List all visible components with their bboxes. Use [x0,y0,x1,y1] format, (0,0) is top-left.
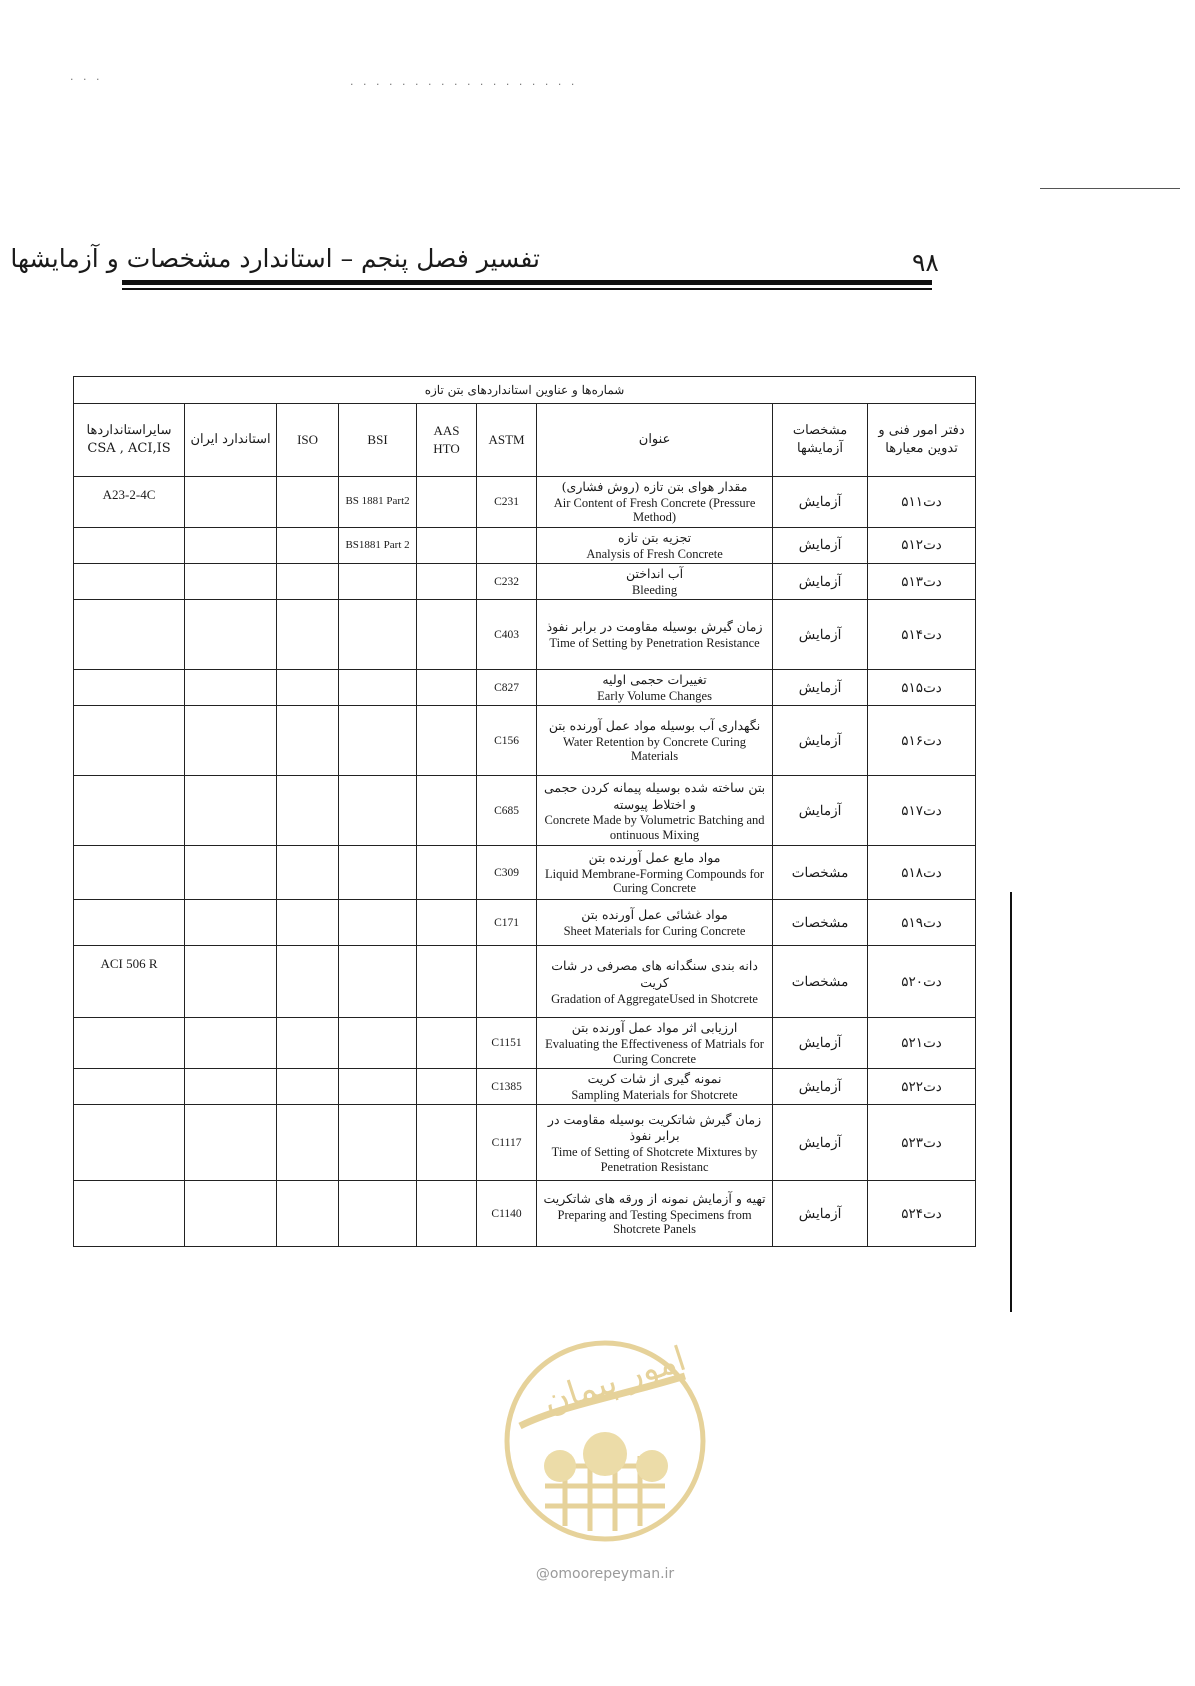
iso-cell [277,776,339,846]
aashto-cell [417,706,477,776]
title-en: Time of Setting of Shotcrete Mixtures by Penetration Resistanc [551,1145,758,1174]
title-en: Air Content of Fresh Concrete (Pressure Method) [553,495,756,525]
col-aashto: AAS HTO [417,404,477,477]
iran-cell [185,1069,277,1105]
title-en: Water Retention by Concrete Curing Materials [563,734,747,764]
col-astm: ASTM [477,404,537,477]
title-cell [537,1018,773,1069]
iran-cell [185,600,277,670]
header-rule-thin [122,288,932,290]
aashto-cell [417,600,477,670]
table-row [74,1105,976,1181]
col-office: دفتر امور فنی و تدوین معیارها [868,404,976,477]
title-en: Early Volume Changes [597,689,712,703]
aashto-cell [417,1069,477,1105]
aashto-cell [417,946,477,1018]
bsi-cell [339,1069,417,1105]
bsi-cell [339,776,417,846]
office-cell: دت۵۱۱ [868,477,976,528]
kind-cell: آزمایش [773,1181,868,1247]
standards-table [73,376,976,1247]
header-rule [122,280,932,285]
title-cell [537,670,773,706]
iso-cell [277,1181,339,1247]
other-cell [74,1018,185,1069]
iso-cell [277,527,339,563]
margin-line [1010,892,1012,1312]
iran-cell [185,776,277,846]
table-caption: شماره‌ها و عناوین استانداردهای بتن تازه [74,377,976,404]
title-fa: تجزیه بتن تازه [617,529,692,545]
aashto-cell [417,477,477,528]
iran-cell [185,563,277,599]
kind-cell: آزمایش [773,600,868,670]
other-cell [74,670,185,706]
bsi-cell [339,900,417,946]
bsi-cell [339,563,417,599]
title-cell [537,776,773,846]
title-fa: نگهداری آب بوسیله مواد عمل آورنده بتن [548,718,761,734]
office-cell: دت۵۲۴ [868,1181,976,1247]
astm-cell: C231 [477,477,537,528]
aashto-cell [417,1018,477,1069]
astm-cell: C309 [477,846,537,900]
iran-cell [185,1181,277,1247]
iran-cell [185,706,277,776]
table-row [74,776,976,846]
kind-cell: مشخصات [773,846,868,900]
seal-logo [500,1336,710,1546]
scan-line [1040,188,1180,189]
table-row [74,670,976,706]
other-cell [74,600,185,670]
other-cell [74,846,185,900]
iran-cell [185,527,277,563]
table-row [74,527,976,563]
title-cell [537,1069,773,1105]
kind-cell: آزمایش [773,563,868,599]
col-title: عنوان [537,404,773,477]
office-cell: دت۵۲۰ [868,946,976,1018]
aashto-cell [417,563,477,599]
iso-cell [277,670,339,706]
astm-cell: C232 [477,563,537,599]
other-cell [74,527,185,563]
iran-cell [185,1105,277,1181]
title-en: Liquid Membrane-Forming Compounds for Curing Concrete [545,866,765,896]
title-en: Concrete Made by Volumetric Batching and ontinuous Mixing [544,813,765,842]
title-cell [537,946,773,1018]
office-cell: دت۵۱۵ [868,670,976,706]
title-en: Bleeding [631,582,678,597]
table-row [74,946,976,1018]
title-fa: آب انداختن [625,565,684,581]
bsi-cell [339,600,417,670]
iso-cell [277,1105,339,1181]
astm-cell: C1151 [477,1018,537,1069]
iran-cell [185,1018,277,1069]
other-cell [74,1069,185,1105]
table-row [74,563,976,599]
other-cell [74,900,185,946]
table-row [74,846,976,900]
iran-cell [185,477,277,528]
iso-cell [277,1018,339,1069]
astm-cell [477,946,537,1018]
iso-cell [277,1069,339,1105]
astm-cell: C685 [477,776,537,846]
aashto-cell [417,900,477,946]
title-en: Time of Setting by Penetration Resistance [549,635,760,650]
kind-cell: آزمایش [773,1105,868,1181]
astm-cell: C827 [477,670,537,706]
title-fa: ارزیابی اثر مواد عمل آورنده بتن [571,1020,738,1036]
table-row [74,1018,976,1069]
aashto-cell [417,1181,477,1247]
iso-cell [277,900,339,946]
office-cell: دت۵۲۲ [868,1069,976,1105]
title-fa: مقدار هوای بتن تازه (روش فشاری) [561,479,748,494]
iso-cell [277,600,339,670]
kind-cell: مشخصات [773,946,868,1018]
title-en: Sampling Materials for Shotcrete [571,1087,738,1102]
bsi-cell [339,670,417,706]
title-en: Sheet Materials for Curing Concrete [563,924,746,939]
title-cell [537,846,773,900]
other-cell: A23-2-4C [74,477,185,528]
kind-cell: آزمایش [773,477,868,528]
aashto-cell [417,776,477,846]
table-row [74,1181,976,1247]
title-cell [537,1181,773,1247]
other-cell [74,776,185,846]
title-cell [537,563,773,599]
title-fa: زمان گیرش بوسیله مقاومت در برابر نفوذ [546,619,763,634]
title-en: Analysis of Fresh Concrete [586,546,723,561]
other-cell [74,1181,185,1247]
aashto-cell [417,527,477,563]
bsi-cell: BS 1881 Part2 [339,477,417,528]
title-cell [537,477,773,528]
astm-cell [477,527,537,563]
office-cell: دت۵۱۸ [868,846,976,900]
title-fa: زمان گیرش شاتکریت بوسیله مقاومت در برابر نفوذ [547,1111,762,1144]
other-cell [74,1105,185,1181]
title-fa: تغییرات حجمی اولیه [602,672,707,688]
kind-cell: آزمایش [773,670,868,706]
aashto-cell [417,1105,477,1181]
bsi-cell [339,1181,417,1247]
office-cell: دت۵۱۹ [868,900,976,946]
iran-cell [185,900,277,946]
title-cell [537,600,773,670]
astm-cell: C156 [477,706,537,776]
title-cell [537,706,773,776]
office-cell: دت۵۱۳ [868,563,976,599]
bsi-cell: BS1881 Part 2 [339,527,417,563]
title-fa: مواد غشائی عمل آورنده بتن [581,907,728,923]
astm-cell: C171 [477,900,537,946]
other-cell [74,706,185,776]
table-row [74,477,976,528]
table-row [74,900,976,946]
office-cell: دت۵۱۷ [868,776,976,846]
col-bsi: BSI [339,404,417,477]
kind-cell: آزمایش [773,706,868,776]
col-iso: ISO [277,404,339,477]
table-row [74,1069,976,1105]
page-number: ۹۸ [912,248,939,277]
title-cell [537,527,773,563]
other-cell: ACI 506 R [74,946,185,1018]
iso-cell [277,477,339,528]
bsi-cell [339,946,417,1018]
kind-cell: آزمایش [773,1018,868,1069]
bsi-cell [339,706,417,776]
title-fa: بتن ساخته شده بوسیله پیمانه کردن حجمی و اختلاط پیوسته [543,779,766,812]
iso-cell [277,706,339,776]
kind-cell: آزمایش [773,1069,868,1105]
title-en: Gradation of AggregateUsed in Shotcrete [551,991,758,1006]
other-cell [74,563,185,599]
col-kind: مشخصات آزمایشها [773,404,868,477]
office-cell: دت۵۲۳ [868,1105,976,1181]
kind-cell: مشخصات [773,900,868,946]
title-en: Evaluating the Effectiveness of Matrials for Curing Concrete [545,1037,764,1066]
astm-cell: C403 [477,600,537,670]
svg-text:امور پیمان: امور پیمان [538,1338,691,1423]
watermark-site: @omoorepeyman.ir [535,1566,675,1582]
kind-cell: آزمایش [773,527,868,563]
office-cell: دت۵۲۱ [868,1018,976,1069]
col-other: سایراستانداردها CSA , ACI,IS [74,404,185,477]
title-fa: دانه بندی سنگدانه های مصرفی در شات کریت [551,957,758,990]
bsi-cell [339,846,417,900]
iran-cell [185,946,277,1018]
col-iran: استاندارد ایران [185,404,277,477]
scan-noise: . . . [70,70,103,83]
running-title: تفسیر فصل پنجم – استاندارد مشخصات و آزمایشها [10,244,540,273]
title-cell [537,900,773,946]
astm-cell: C1140 [477,1181,537,1247]
kind-cell: آزمایش [773,776,868,846]
office-cell: دت۵۱۲ [868,527,976,563]
bsi-cell [339,1105,417,1181]
scan-noise: . . . . . . . . . . . . . . . . . . [350,75,578,88]
office-cell: دت۵۱۶ [868,706,976,776]
title-cell [537,1105,773,1181]
iso-cell [277,846,339,900]
aashto-cell [417,670,477,706]
table-row [74,706,976,776]
title-fa: نمونه گیری از شات کریت [587,1071,722,1086]
astm-cell: C1385 [477,1069,537,1105]
title-fa: مواد مایع عمل آورنده بتن [588,850,721,866]
bsi-cell [339,1018,417,1069]
iran-cell [185,670,277,706]
aashto-cell [417,846,477,900]
iran-cell [185,846,277,900]
table-body [74,477,976,1247]
table-row [74,600,976,670]
iso-cell [277,563,339,599]
office-cell: دت۵۱۴ [868,600,976,670]
astm-cell: C1117 [477,1105,537,1181]
title-en: Preparing and Testing Specimens from Shotcrete Panels [557,1207,752,1237]
iso-cell [277,946,339,1018]
title-fa: تهیه و آزمایش نمونه از ورقه های شاتکریت [543,1190,766,1206]
